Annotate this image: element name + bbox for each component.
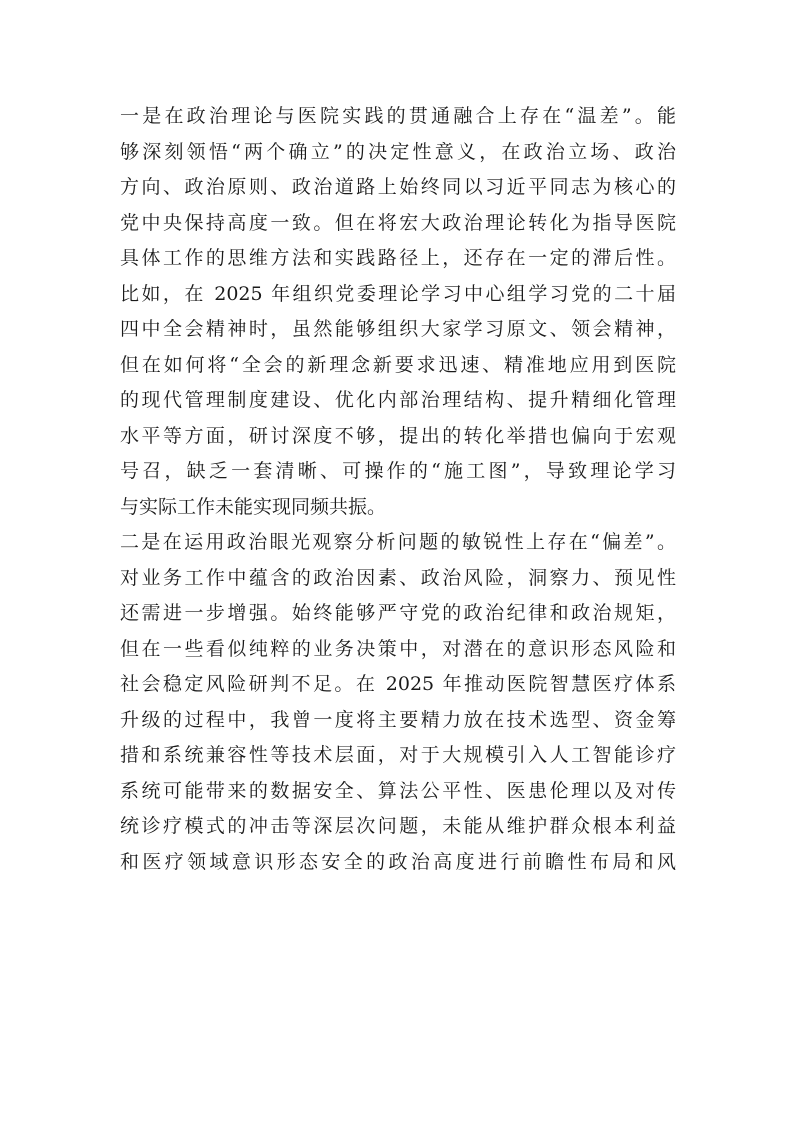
text-line: 比如，在 2025 年组织党委理论学习中心组学习党的二十届 [120,282,676,305]
text-line: 升级的过程中，我曾一度将主要精力放在技术选型、资金筹 [120,708,676,731]
text-line: 水平等方面，研讨深度不够，提出的转化举措也偏向于宏观 [120,424,676,447]
text-line: 措和系统兼容性等技术层面，对于大规模引入人工智能诊疗 [120,744,676,766]
body-text [120,99,676,880]
text-line: 二是在运用政治眼光观察分析问题的敏锐性上存在“偏差”。 [120,531,676,553]
text-line: 具体工作的思维方法和实践路径上，还存在一定的滞后性。 [120,247,676,269]
text-line: 和医疗领域意识形态安全的政治高度进行前瞻性布局和风 [120,850,676,873]
text-line: 党中央保持高度一致。但在将宏大政治理论转化为指导医院 [120,211,676,234]
text-line: 统诊疗模式的冲击等深层次问题，未能从维护群众根本利益 [120,815,676,837]
text-line: 方向、政治原则、政治道路上始终同以习近平同志为核心的 [120,176,676,198]
text-line: 但在一些看似纯粹的业务决策中，对潜在的意识形态风险和 [120,637,676,660]
text-line: 号召，缺乏一套清晰、可操作的“施工图”，导致理论学习 [120,460,676,482]
text-line: 一是在政治理论与医院实践的贯通融合上存在“温差”。能 [120,105,676,127]
text-line: 的现代管理制度建设、优化内部治理结构、提升精细化管理 [120,389,676,411]
text-line: 还需进一步增强。始终能够严守党的政治纪律和政治规矩， [120,602,676,624]
text-line: 但在如何将“全会的新理念新要求迅速、精准地应用到医院 [120,353,676,376]
text-line: 与实际工作未能实现同频共振。 [120,495,387,518]
text-line: 对业务工作中蕴含的政治因素、政治风险，洞察力、预见性 [120,566,676,589]
text-line: 系统可能带来的数据安全、算法公平性、医患伦理以及对传 [120,779,676,802]
text-line: 四中全会精神时，虽然能够组织大家学习原文、领会精神， [120,318,676,340]
text-line: 社会稳定风险研判不足。在 2025 年推动医院智慧医疗体系 [120,673,676,695]
text-line: 够深刻领悟“两个确立”的决定性意义，在政治立场、政治 [120,140,676,163]
